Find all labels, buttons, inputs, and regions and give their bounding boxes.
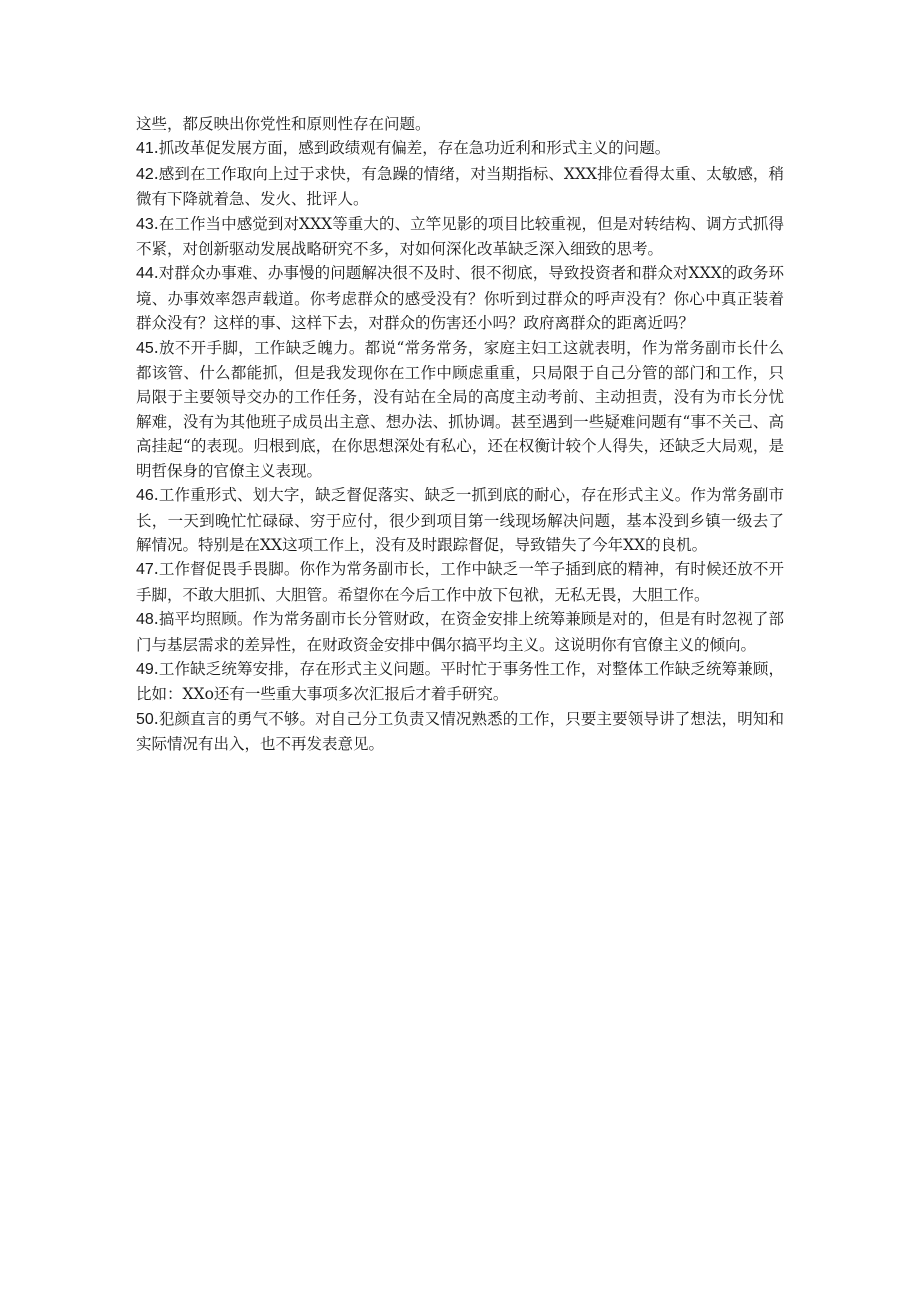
item-number: 41	[136, 140, 154, 158]
list-item	[136, 336, 784, 483]
list-item	[136, 261, 784, 335]
item-number: 46	[136, 487, 154, 505]
item-text: .犯颜直言的勇气不够。对自己分工负责又情况熟悉的工作，只要主要领导讲了想法，明知和实际情况有出入，也不再发表意见。	[136, 709, 784, 754]
intro-paragraph: 这些，都反映出你党性和原则性存在问题。	[136, 115, 431, 133]
list-item	[136, 212, 784, 262]
item-text: .对群众办事难、办事慢的问题解决很不及时、很不彻底，导致投资者和群众对XXX的政务环境、办事效率怨声载道。你考虑群众的感受没有？你听到过群众的呼声没有？你心中真正装着群众没有？这样的事、这样下去，对群众的伤害还小吗？政府离群众的距离近吗？	[136, 264, 784, 333]
item-text: .搞平均照顾。作为常务副市长分管财政，在资金安排上统筹兼顾是对的，但是有时忽视了部门与基层需求的差异性，在财政资金安排中偶尔搞平均主义。这说明你有官僚主义的倾向。	[136, 610, 784, 654]
item-number: 42	[136, 165, 154, 183]
item-number: 47	[136, 561, 154, 579]
list-item	[136, 162, 784, 212]
item-number: 44	[136, 265, 154, 283]
item-number: 45	[136, 339, 154, 357]
item-text: .工作督促畏手畏脚。你作为常务副市长，工作中缺乏一竿子插到底的精神，有时候还放不开手脚，不敢大胆抓、大胆管。希望你在今后工作中放下包袱，无私无畏，大胆工作。	[136, 560, 784, 604]
list-item	[136, 557, 784, 607]
item-number: 43	[136, 215, 154, 233]
item-number: 50	[136, 710, 154, 728]
item-text: .在工作当中感觉到对XXX等重大的、立竿见影的项目比较重视，但是对转结构、调方式抓得不紧，对创新驱动发展战略研究不多，对如何深化改革缺乏深入细致的思考。	[136, 214, 784, 259]
item-number: 48	[136, 611, 154, 629]
list-item	[136, 136, 784, 161]
item-text: .放不开手脚，工作缺乏魄力。都说“常务常务，家庭主妇工这就表明，作为常务副市长什么都该管、什么都能抓，但是我发现你在工作中顾虑重重，只局限于自己分管的部门和工作，只局限于主要领导交办的工作任务，没有站在全局的高度主动考前、主动担责，没有为市长分忧解难，没有为其他班子成员出主意、想办法、抓协调。甚至遇到一些疑难问题有“事不关己、高高挂起“的表现。归根到底，在你思想深处有私心，还在权衡计较个人得失，还缺乏大局观，是明哲保身的官僚主义表现。	[136, 338, 784, 480]
item-text: .抓改革促发展方面，感到政绩观有偏差，存在急功近利和形式主义的问题。	[153, 139, 671, 158]
item-text: .工作重形式、划大字，缺乏督促落实、缺乏一抓到底的耐心，存在形式主义。作为常务副市长，一天到晚忙忙碌碌、穷于应付，很少到项目第一线现场解决问题，基本没到乡镇一级去了解情况。特别是在XX这项工作上，没有及时跟踪督促，导致错失了今年XX的良机。	[136, 486, 784, 554]
list-item	[136, 707, 784, 757]
list-item	[136, 657, 784, 707]
item-number: 49	[136, 660, 154, 678]
list-item	[136, 607, 784, 657]
item-text: .工作缺乏统筹安排，存在形式主义问题。平时忙于事务性工作，对整体工作缺乏统筹兼顾，比如：XXo还有一些重大事项多次汇报后才着手研究。	[136, 659, 784, 704]
item-text: .感到在工作取向上过于求快，有急躁的情绪，对当期指标、XXX排位看得太重、太敏感，稍微有下降就着急、发火、批评人。	[136, 164, 784, 209]
document-body	[136, 112, 784, 757]
list-item	[136, 483, 784, 557]
